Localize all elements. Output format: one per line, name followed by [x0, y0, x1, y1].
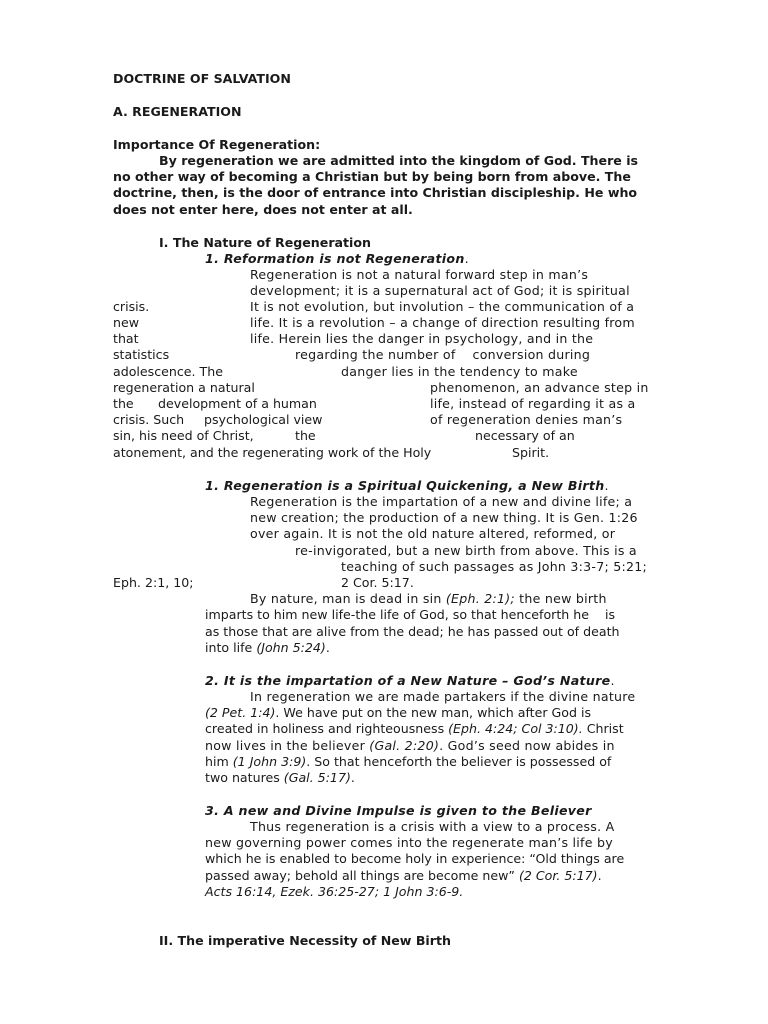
- text-run: .: [325, 640, 330, 655]
- subsection-heading-text: 2. It is the impartation of a New Nature – God’s Nature: [205, 673, 611, 688]
- importance-line: does not enter here, does not enter at all.: [113, 202, 413, 217]
- text-run: By nature, man is dead in sin: [250, 591, 446, 606]
- paragraph-line: [205, 705, 591, 721]
- paragraph-line: which he is enabled to become holy in experience: “Old things are: [205, 851, 625, 866]
- paragraph-fragment: the: [295, 428, 316, 443]
- paragraph-line: Regeneration is the impartation of a new and divine life; a: [250, 494, 633, 509]
- paragraph-line: [205, 770, 355, 786]
- text-run: the new birth: [514, 591, 607, 606]
- subsection-heading: [205, 673, 614, 689]
- paragraph-line: phenomenon, an advance step in: [430, 380, 649, 395]
- text-run: now lives in the believer: [205, 738, 370, 753]
- paragraph-line: life. It is a revolution – a change of direction resulting from: [250, 315, 635, 330]
- paragraph-line: teaching of such passages as John 3:3-7; 5:21;: [341, 559, 648, 574]
- part-heading: II. The imperative Necessity of New Birth: [159, 933, 451, 948]
- importance-line: no other way of becoming a Christian but by being born from above. The: [113, 169, 631, 184]
- text-run: Christ: [582, 721, 624, 736]
- subsection-heading-text: 1. Regeneration is a Spiritual Quickening, a New Birth: [205, 478, 605, 493]
- paragraph-fragment: the: [113, 396, 134, 411]
- paragraph-fragment: new: [113, 315, 140, 330]
- paragraph-line: imparts to him new life-the life of God, so that henceforth he is: [205, 607, 616, 622]
- paragraph-line: new governing power comes into the regenerate man’s life by: [205, 835, 613, 850]
- section-heading: A. REGENERATION: [113, 104, 242, 119]
- text-run: . So that henceforth the believer is possessed of: [306, 754, 612, 769]
- scripture-reference: (John 5:24): [256, 640, 326, 655]
- paragraph-fragment: adolescence. The: [113, 364, 223, 379]
- text-run: into life: [205, 640, 257, 655]
- subsection-heading: [205, 251, 469, 267]
- paragraph-line: new creation; the production of a new thing. It is Gen. 1:26: [250, 510, 638, 525]
- importance-line: doctrine, then, is the door of entrance into Christian discipleship. He who: [113, 185, 638, 200]
- scripture-reference: (Eph. 4:24; Col 3:10).: [448, 721, 583, 736]
- heading-period: .: [610, 673, 615, 688]
- importance-heading: Importance Of Regeneration:: [113, 137, 321, 152]
- subsection-heading: [205, 478, 609, 494]
- paragraph-fragment: statistics: [113, 347, 170, 362]
- heading-period: .: [604, 478, 609, 493]
- text-run: two natures: [205, 770, 284, 785]
- scripture-reference: (Eph. 2:1);: [445, 591, 515, 606]
- paragraph-line: In regeneration we are made partakers if the divine nature: [250, 689, 636, 704]
- subsection-heading: 3. A new and Divine Impulse is given to the Believer: [205, 803, 592, 818]
- paragraph-line: over again. It is not the old nature altered, reformed, or: [250, 526, 616, 541]
- text-run: passed away; behold all things are become new”: [205, 868, 519, 883]
- paragraph-line: Regeneration is not a natural forward step in man’s: [250, 267, 589, 282]
- paragraph-fragment: sin, his need of Christ,: [113, 428, 254, 443]
- paragraph-line: Thus regeneration is a crisis with a view to a process. A: [250, 819, 615, 834]
- paragraph-line: [250, 591, 607, 607]
- importance-line: By regeneration we are admitted into the kingdom of God. There is: [159, 153, 639, 168]
- paragraph-line: [205, 754, 611, 770]
- paragraph-fragment: 2 Cor. 5:17.: [341, 575, 414, 590]
- scripture-reference: (Gal. 5:17): [283, 770, 351, 785]
- scripture-reference: (2 Cor. 5:17): [518, 868, 598, 883]
- part-heading: I. The Nature of Regeneration: [159, 235, 371, 250]
- paragraph-line: [205, 738, 615, 754]
- paragraph-line: re-invigorated, but a new birth from above. This is a: [295, 543, 637, 558]
- text-run: . We have put on the new man, which after God is: [275, 705, 592, 720]
- text-run: him: [205, 754, 233, 769]
- scripture-reference: (2 Pet. 1:4): [205, 705, 276, 720]
- paragraph-fragment: regeneration a natural: [113, 380, 255, 395]
- paragraph-fragment: psychological view: [204, 412, 323, 427]
- scripture-reference: (Gal. 2:20): [369, 738, 440, 753]
- paragraph-line: of regeneration denies man’s: [430, 412, 623, 427]
- paragraph-fragment: crisis.: [113, 299, 150, 314]
- paragraph-line: as those that are alive from the dead; he has passed out of death: [205, 624, 620, 639]
- paragraph-line: It is not evolution, but involution – the communication of a: [250, 299, 635, 314]
- document-title: DOCTRINE OF SALVATION: [113, 71, 291, 86]
- paragraph-fragment: Spirit.: [512, 445, 550, 460]
- paragraph-fragment: development of a human: [158, 396, 317, 411]
- paragraph-fragment: necessary of an: [475, 428, 575, 443]
- paragraph-line: regarding the number of conversion during: [295, 347, 591, 362]
- paragraph-line: [205, 868, 602, 884]
- heading-period: .: [464, 251, 469, 266]
- paragraph-line: life. Herein lies the danger in psychology, and in the: [250, 331, 594, 346]
- paragraph-fragment: Eph. 2:1, 10;: [113, 575, 194, 590]
- paragraph-fragment: crisis. Such: [113, 412, 185, 427]
- text-run: created in holiness and righteousness: [205, 721, 449, 736]
- scripture-references: Acts 16:14, Ezek. 36:25-27; 1 John 3:6-9.: [205, 884, 464, 899]
- paragraph-line: [205, 640, 330, 656]
- paragraph-line: [205, 721, 624, 737]
- paragraph-line: life, instead of regarding it as a: [430, 396, 636, 411]
- text-run: .: [597, 868, 602, 883]
- text-run: . God’s seed now abides in: [439, 738, 615, 753]
- paragraph-line: danger lies in the tendency to make: [341, 364, 578, 379]
- text-run: .: [350, 770, 355, 785]
- subsection-heading-text: 1. Reformation is not Regeneration: [205, 251, 465, 266]
- paragraph-fragment: that: [113, 331, 139, 346]
- scripture-reference: (1 John 3:9): [232, 754, 307, 769]
- paragraph-fragment: atonement, and the regenerating work of the Holy: [113, 445, 432, 460]
- paragraph-line: development; it is a supernatural act of God; it is spiritual: [250, 283, 630, 298]
